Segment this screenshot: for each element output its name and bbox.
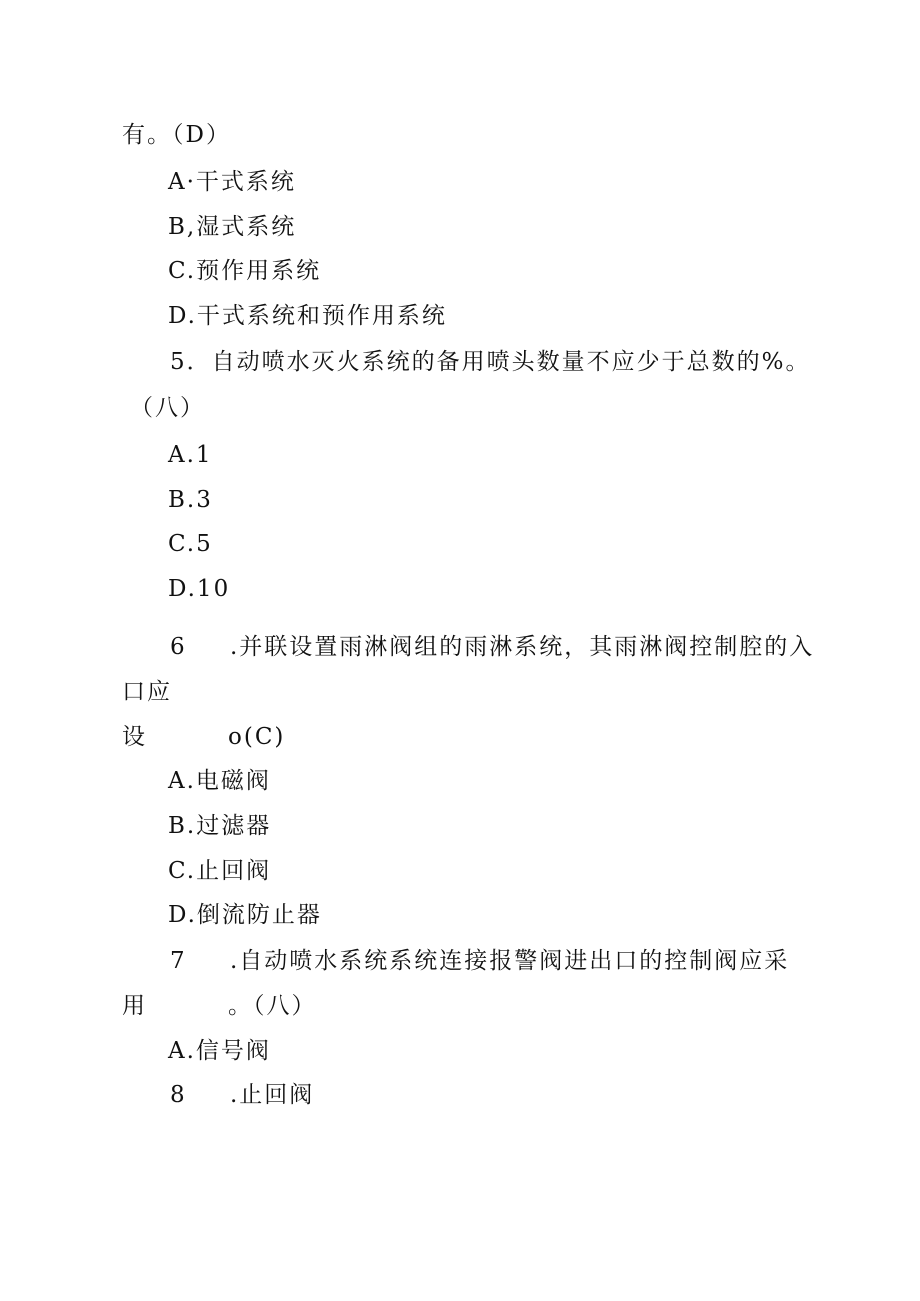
question-6-answer: o(C) [228, 724, 286, 750]
option-b: B.过滤器 [168, 813, 272, 839]
question-number: 8 [170, 1082, 185, 1108]
answer-line: 有。（D） [122, 122, 231, 148]
question-8: .止回阀 [230, 1082, 315, 1108]
option-b: B.3 [168, 487, 213, 513]
option-c: C.止回阀 [168, 858, 272, 884]
question-7-answer: 。（八） [228, 993, 317, 1019]
option-d: D.10 [168, 576, 231, 602]
option-c: C.5 [168, 531, 213, 557]
question-6-continued: 口应 [122, 679, 172, 705]
question-6-continued: 设 [122, 724, 147, 750]
option-c: C.预作用系统 [168, 258, 322, 284]
question-7: .自动喷水系统系统连接报警阀进出口的控制阀应采 [230, 948, 790, 974]
option-a: A.电磁阀 [168, 768, 271, 794]
question-5-answer: （八） [130, 395, 205, 421]
option-d: D.干式系统和预作用系统 [168, 303, 447, 329]
question-number: 6 [170, 634, 185, 660]
option-a: A.信号阀 [168, 1038, 271, 1064]
option-a: A.1 [168, 442, 213, 468]
option-b: B,湿式系统 [168, 214, 297, 240]
option-a: A·干式系统 [168, 169, 296, 195]
question-7-continued: 用 [122, 993, 147, 1019]
question-5: 5．自动喷水灭火系统的备用喷头数量不应少于总数的%。 [170, 349, 811, 375]
question-6: .并联设置雨淋阀组的雨淋系统，其雨淋阀控制腔的入 [230, 634, 815, 660]
option-d: D.倒流防止器 [168, 902, 322, 928]
question-number: 7 [170, 948, 185, 974]
